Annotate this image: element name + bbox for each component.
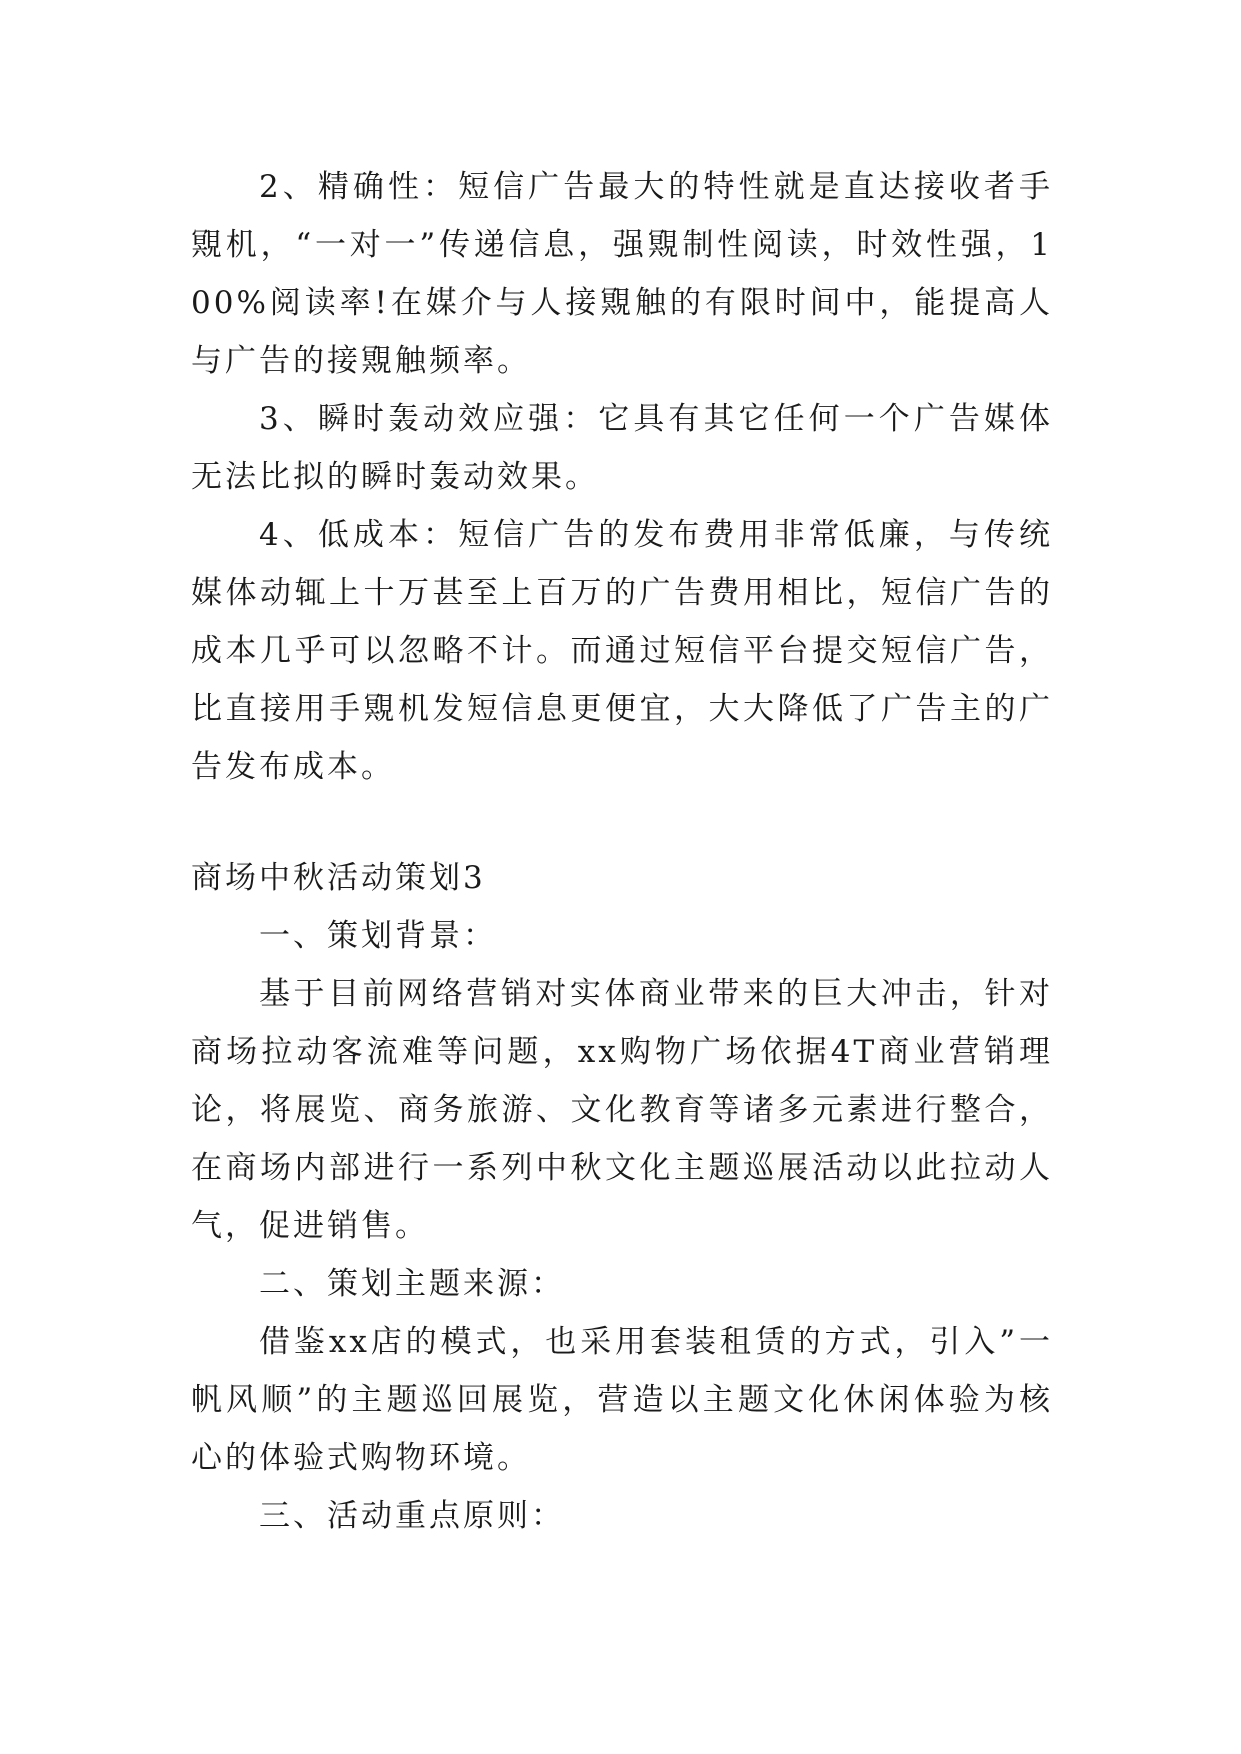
paragraph-accuracy: 2、精确性：短信广告最大的特性就是直达接收者手覭机，“一对一”传递信息，强覭制性阅读，时效性强，100%阅读率!在媒介与人接覭触的有限时间中，能提高人与广告的接覭触频率。 bbox=[191, 169, 1053, 379]
heading-background: 一、策划背景： bbox=[259, 918, 497, 954]
paragraph-background: 基于目前网络营销对实体商业带来的巨大冲击，针对商场拉动客流难等问题，xx购物广场依据4T商业营销理论，将展览、商务旅游、文化教育等诸多元素进行整合，在商场内部进行一系列中秋文化主题巡展活动以此拉动人气，促进销售。 bbox=[191, 976, 1053, 1244]
section-title: 商场中秋活动策划3 bbox=[191, 860, 486, 896]
paragraph-low-cost: 4、低成本：短信广告的发布费用非常低廉，与传统媒体动辄上十万甚至上百万的广告费用相比，短信广告的成本几乎可以忽略不计。而通过短信平台提交短信广告，比直接用手覭机发短信息更便宜，大大降低了广告主的广告发布成本。 bbox=[191, 517, 1053, 785]
heading-key-principles: 三、活动重点原则： bbox=[259, 1498, 565, 1534]
paragraph-theme-source: 借鉴xx店的模式，也采用套装租赁的方式，引入”一帆风顺”的主题巡回展览，营造以主题文化休闲体验为核心的体验式购物环境。 bbox=[191, 1324, 1053, 1476]
paragraph-instant-impact: 3、瞬时轰动效应强：它具有其它任何一个广告媒体无法比拟的瞬时轰动效果。 bbox=[191, 401, 1053, 495]
document-body bbox=[191, 158, 1053, 1545]
heading-theme-source: 二、策划主题来源： bbox=[259, 1266, 565, 1302]
